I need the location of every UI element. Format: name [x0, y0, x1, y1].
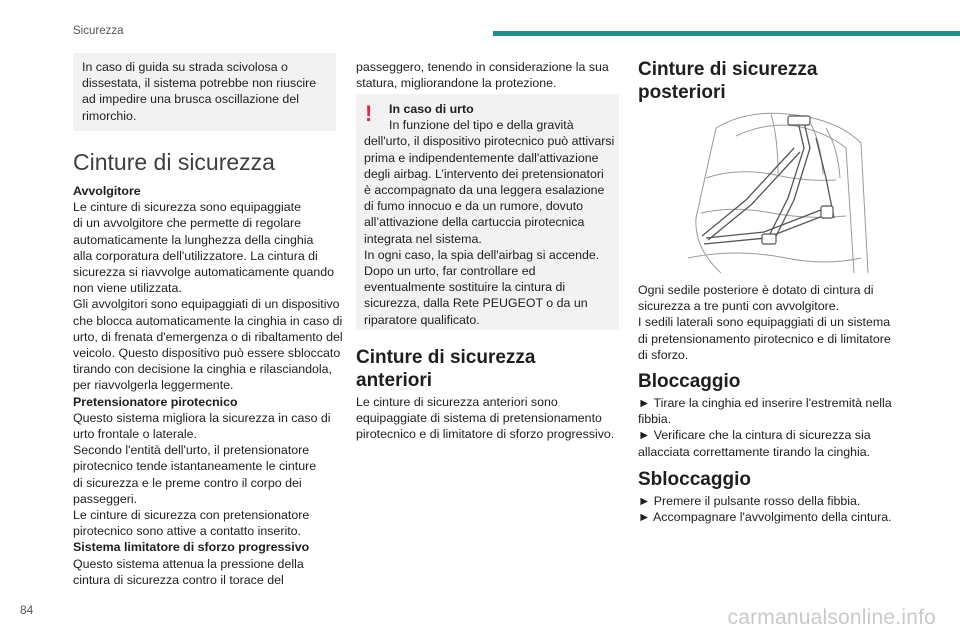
- posteriori-title-line: posteriori: [638, 82, 726, 103]
- posteriori-title-line: Cinture di sicurezza: [638, 59, 818, 80]
- crash-warning-text: [364, 101, 619, 328]
- anteriori-title-line: anteriori: [356, 370, 433, 391]
- body-line: per riavvolgerla leggermente.: [73, 378, 234, 393]
- page-number: 84: [20, 603, 34, 617]
- avvolgitore-heading: Avvolgitore: [73, 184, 141, 198]
- body-line: passeggero, tenendo in considerazione la sua: [356, 60, 609, 74]
- bullet-line: ► Premere il pulsante rosso della fibbia.: [638, 494, 861, 508]
- bullet-line: allacciata correttamente tirando la cinghia.: [638, 444, 871, 459]
- body-line: urto frontale o laterale.: [73, 427, 197, 442]
- note-line: In caso di guida su strada scivolosa o: [82, 60, 288, 74]
- body-line: Le cinture di sicurezza sono equipaggiate: [73, 200, 301, 215]
- note-line: rimorchio.: [82, 108, 137, 123]
- bullet-line: ► Tirare la cinghia ed inserire l'estremità nella: [638, 396, 892, 410]
- running-header-section: Sicurezza: [73, 25, 124, 37]
- body-line: veicolo. Questo dispositivo può essere sbloccato: [73, 346, 341, 361]
- warning-line: eventualmente sostituire la cintura di: [364, 280, 566, 295]
- body-line: automaticamente la lunghezza della cinghia: [73, 232, 314, 247]
- warning-line: Dopo un urto, far controllare ed: [364, 264, 536, 279]
- body-line: pirotecnico sono attive a contatto inserito.: [73, 524, 301, 539]
- note-line: dissestata, il sistema potrebbe non riuscire: [82, 76, 317, 91]
- body-line: I sedili laterali sono equipaggiati di un sistema: [638, 315, 891, 330]
- posteriori-body: [638, 282, 900, 363]
- posteriori-title: [638, 58, 818, 104]
- body-line: che blocca automaticamente la cinghia in caso di: [73, 313, 343, 328]
- bloccaggio-body: [638, 395, 900, 460]
- warning-line: prima e indipendentemente dall'attivazione: [364, 150, 599, 165]
- body-line: tirando con decisione la cinghia e rilasciandola,: [73, 362, 332, 377]
- bullet-line: fibbia.: [638, 412, 672, 427]
- body-line: Le cinture di sicurezza con pretensionatore: [73, 508, 310, 523]
- header-accent-bar: [493, 31, 960, 36]
- body-line: Questo sistema attenua la pressione della: [73, 556, 304, 571]
- pretensionatore-heading: Pretensionatore pirotecnico: [73, 394, 238, 409]
- body-line: di un avvolgitore che permette di regolare: [73, 216, 301, 231]
- anteriori-title-line: Cinture di sicurezza: [356, 347, 536, 368]
- body-line: Ogni sedile posteriore è dotato di cintura di: [638, 283, 874, 297]
- body-line: alla corporatura dell'utilizzatore. La cintura di: [73, 248, 318, 263]
- trailer-note-text: [82, 59, 334, 124]
- anteriori-body: [356, 394, 618, 443]
- body-line: sicurezza a tre punti con avvolgitore.: [638, 299, 840, 314]
- warning-line: dell'urto, il dispositivo pirotecnico può attivarsi: [364, 134, 615, 149]
- warning-exclamation-icon: !: [365, 101, 373, 126]
- body-line: cintura di sicurezza contro il torace del: [73, 572, 284, 587]
- section-title: Cinture di sicurezza: [73, 149, 275, 175]
- body-line: equipaggiate di sistema di pretensionamento: [356, 411, 602, 426]
- body-line: sicurezza si riavvolge automaticamente quando: [73, 265, 335, 280]
- body-line: Le cinture di sicurezza anteriori sono: [356, 395, 558, 409]
- warning-line: riparatore qualificato.: [364, 312, 480, 327]
- note-line: ad impedire una brusca oscillazione del: [82, 92, 299, 107]
- body-line: pirotecnico tende istantaneamente le cinture: [73, 459, 317, 474]
- column-1-body: [73, 183, 343, 588]
- limitatore-heading: Sistema limitatore di sforzo progressivo: [73, 540, 310, 555]
- warning-title: In caso di urto: [389, 102, 474, 116]
- warning-line: integrata nel sistema.: [364, 231, 482, 246]
- body-line: di sicurezza e le preme contro il corpo dei: [73, 475, 302, 490]
- warning-line: sicurezza, dalla Rete PEUGEOT o da un: [364, 296, 588, 311]
- rear-seatbelt-illustration: [676, 108, 872, 276]
- column-2-continuation: [356, 59, 618, 91]
- body-line: non viene utilizzata.: [73, 281, 182, 296]
- bullet-line: ► Verificare che la cintura di sicurezza sia: [638, 428, 871, 443]
- anteriori-title: [356, 346, 536, 392]
- body-line: statura, migliorandone la protezione.: [356, 76, 557, 91]
- body-line: Questo sistema migliora la sicurezza in caso di: [73, 410, 331, 425]
- warning-line: di fumo innocuo e da un rumore, dovuto: [364, 199, 584, 214]
- body-line: urto, di frenata d'emergenza o di ribaltamento del: [73, 329, 343, 344]
- sbloccaggio-title: Sbloccaggio: [638, 469, 751, 490]
- body-line: Gli avvolgitori sono equipaggiati di un dispositivo: [73, 297, 340, 312]
- body-line: di pretensionamento pirotecnico e di limitatore: [638, 331, 891, 346]
- body-line: Secondo l'entità dell'urto, il pretensionatore: [73, 443, 310, 458]
- warning-line: In ogni caso, la spia dell'airbag si accende.: [364, 247, 600, 262]
- body-line: di sforzo.: [638, 347, 689, 362]
- bullet-line: ► Accompagnare l'avvolgimento della cintura.: [638, 510, 892, 525]
- warning-line: è accompagnato da una leggera esalazione: [364, 183, 605, 198]
- watermark: carmanualsonline.info: [727, 606, 936, 629]
- body-line: passeggeri.: [73, 491, 138, 506]
- warning-line: In funzione del tipo e della gravità: [389, 118, 574, 133]
- body-line: pirotecnico e di limitatore di sforzo progressivo.: [356, 427, 615, 442]
- sbloccaggio-body: [638, 493, 900, 525]
- warning-line: all’attivazione della cartuccia pirotecnica: [364, 215, 585, 230]
- bloccaggio-title: Bloccaggio: [638, 371, 741, 392]
- warning-line: degli airbag. L’intervento dei pretensionatori: [364, 166, 604, 181]
